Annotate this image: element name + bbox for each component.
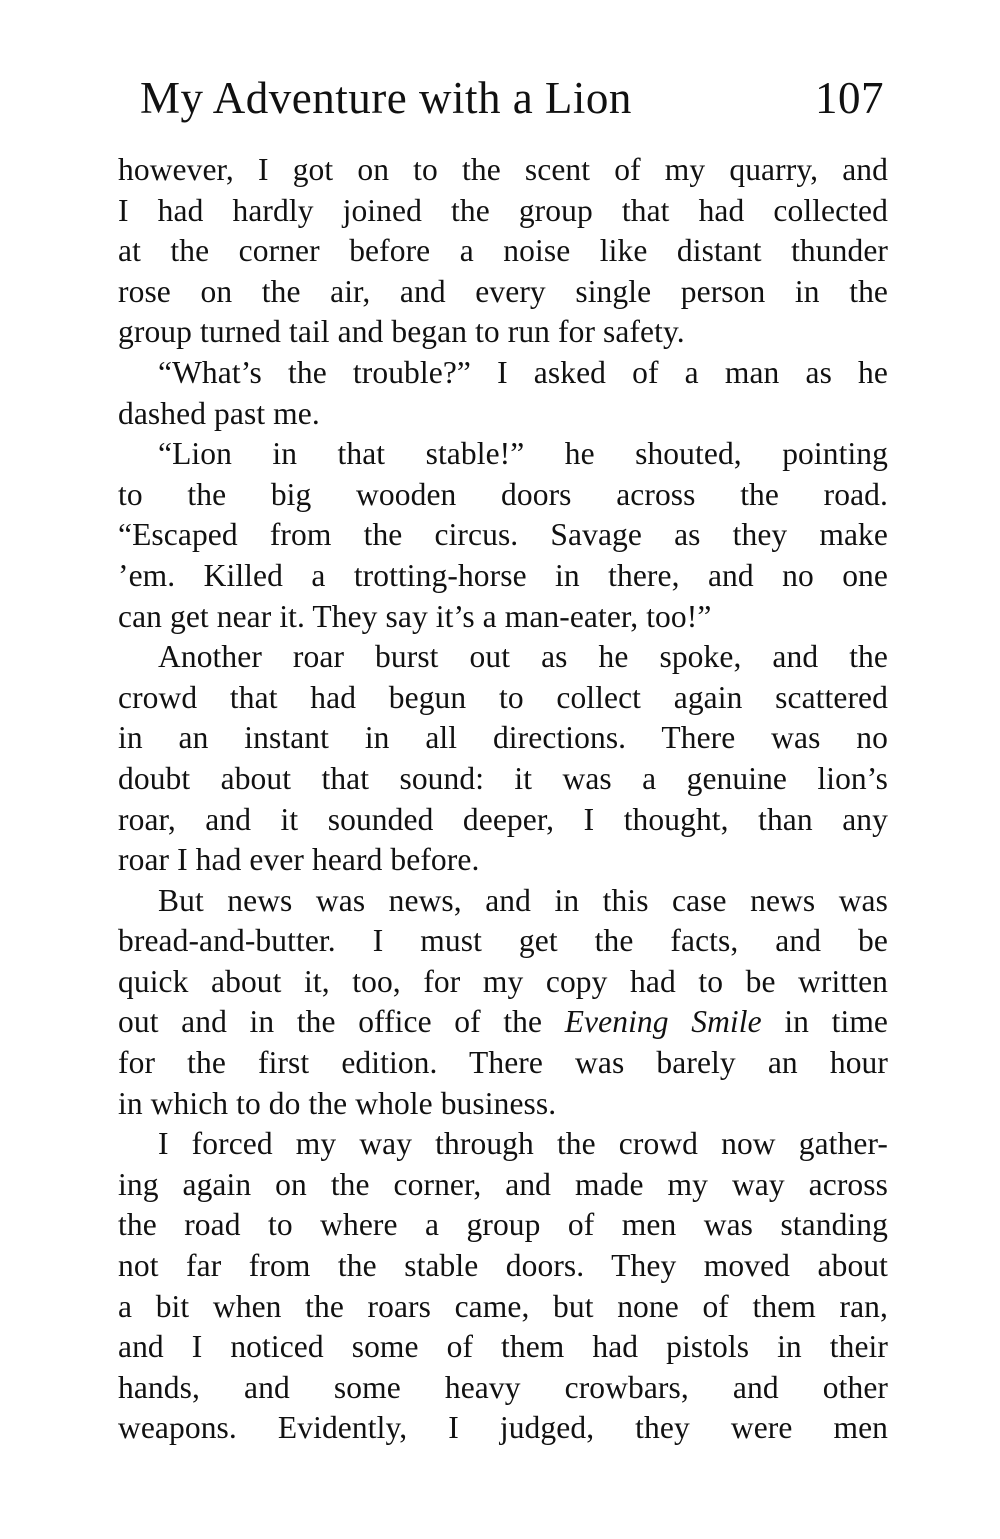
text-line: in an instant in all directions. There was no — [118, 720, 888, 756]
text-line: hands, and some heavy crowbars, and other — [118, 1369, 888, 1405]
newspaper-title: Evening Smile — [564, 1004, 762, 1040]
text-line: rose on the air, and every single person in the — [118, 273, 888, 309]
text-line: in which to do the whole business. — [118, 1085, 557, 1121]
text-line: weapons. Evidently, I judged, they were men — [118, 1410, 888, 1446]
text-line: a bit when the roars came, but none of them ran, — [118, 1288, 888, 1324]
text-line: group turned tail and began to run for safety. — [118, 314, 685, 350]
text-line-with-italic — [118, 1002, 888, 1043]
text-line: at the corner before a noise like distant thunder — [118, 233, 888, 269]
text-line: the road to where a group of men was standing — [118, 1207, 888, 1243]
text-line: not far from the stable doors. They moved about — [118, 1248, 888, 1284]
text-line: roar, and it sounded deeper, I thought, than any — [118, 801, 888, 837]
text-line: I had hardly joined the group that had collected — [118, 192, 888, 228]
chapter-title: My Adventure with a Lion — [140, 73, 632, 123]
text-segment: out and in the office of the — [118, 1004, 565, 1040]
text-line: doubt about that sound: it was a genuine lion’s — [118, 760, 888, 796]
text-line: “Escaped from the circus. Savage as they make — [118, 517, 888, 553]
text-line: roar I had ever heard before. — [118, 842, 480, 878]
text-line: I forced my way through the crowd now gather- — [158, 1126, 888, 1162]
text-line: however, I got on to the scent of my quarry, and — [118, 152, 888, 187]
page-number: 107 — [815, 73, 884, 123]
text-line: ’em. Killed a trotting-horse in there, and no one — [118, 557, 888, 593]
text-line: crowd that had begun to collect again scattered — [118, 679, 888, 715]
text-line: dashed past me. — [118, 395, 320, 431]
running-head — [118, 72, 888, 150]
text-line: “What’s the trouble?” I asked of a man as he — [158, 354, 888, 390]
text-line: to the big wooden doors across the road. — [118, 476, 888, 512]
text-line: But news was news, and in this case news was — [158, 882, 888, 918]
text-line: and I noticed some of them had pistols in their — [118, 1329, 888, 1365]
body-text — [118, 150, 888, 1449]
text-line: for the first edition. There was barely an hour — [118, 1045, 888, 1081]
text-line: bread-and-butter. I must get the facts, and be — [118, 923, 888, 959]
text-line: can get near it. They say it’s a man-eater, too!” — [118, 598, 712, 634]
text-line: Another roar burst out as he spoke, and the — [158, 639, 888, 675]
book-page — [118, 72, 888, 1449]
text-segment: in time — [761, 1004, 889, 1040]
text-line: ing again on the corner, and made my way across — [118, 1166, 888, 1202]
text-line: “Lion in that stable!” he shouted, pointing — [158, 436, 888, 472]
text-line: quick about it, too, for my copy had to be written — [118, 963, 888, 999]
